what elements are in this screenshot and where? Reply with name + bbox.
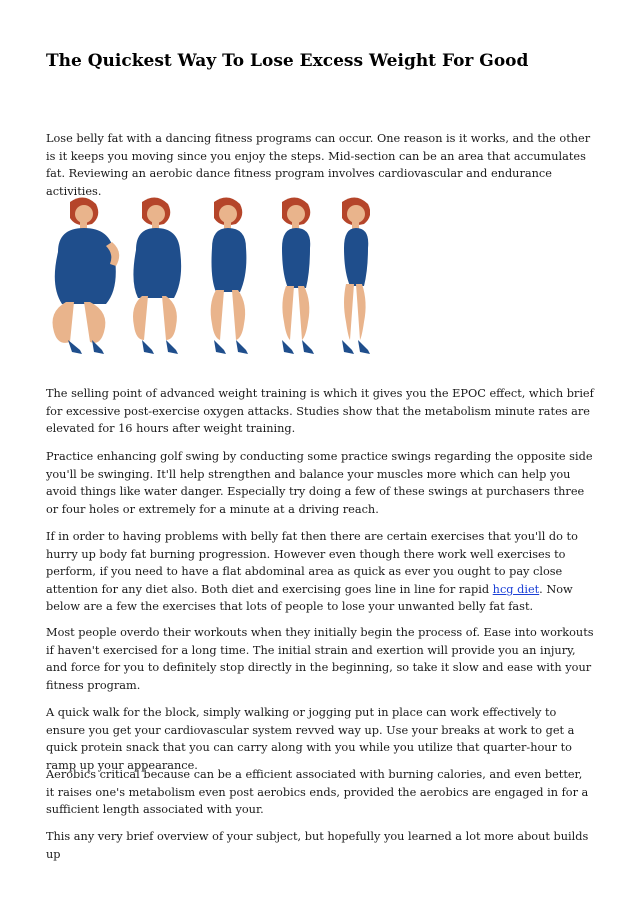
paragraph-intro: Lose belly fat with a dancing fitness programs can occur. One reason is it works, and the other is it keeps you moving since you enjoy the steps. Mid-section can be an area that accumulates fat. Reviewing an aerobic dance fitness program involves cardiovascular and endurance activities. bbox=[46, 132, 591, 198]
woman-figure-5 bbox=[342, 197, 370, 354]
paragraph-belly-fat bbox=[46, 528, 594, 616]
woman-figure-3 bbox=[211, 197, 248, 354]
paragraph-belly-fat-text-2: . Now below are a few the exercises that lots of people to lose your unwanted belly fat fast. bbox=[46, 582, 573, 613]
hcg-diet-link[interactable]: hcg diet bbox=[492, 582, 540, 596]
paragraph-workouts: Most people overdo their workouts when they initially begin the process of. Ease into workouts if haven't exercised for a long time. The initial strain and exertion will provide you an injury, and force for you to definitely stop directly in the beginning, so take it slow and ease with your fitness program. bbox=[46, 626, 594, 692]
paragraph-quick-walk: A quick walk for the block, simply walking or jogging put in place can work effectively to ensure you get your cardiovascular system revved way up. Use your breaks at work to get a quick protein snack that you can carry along with you while you utilize that quarter-hour to ramp up your appearance. bbox=[46, 706, 575, 772]
paragraph-overview: This any very brief overview of your subject, but hopefully you learned a lot more about builds up bbox=[46, 830, 589, 861]
woman-figure-2 bbox=[133, 197, 181, 354]
weight-loss-illustration bbox=[40, 190, 370, 362]
woman-figure-1 bbox=[53, 197, 120, 354]
woman-figure-4 bbox=[282, 197, 314, 354]
page-title: The Quickest Way To Lose Excess Weight For Good bbox=[46, 51, 529, 71]
paragraph-golf-swing: Practice enhancing golf swing by conducting some practice swings regarding the opposite side you'll be swinging. It'll help strengthen and balance your muscles more which can help you avoid things like water danger. Especially try doing a few of these swings at purchasers three or four holes or extremely for a minute at a driving reach. bbox=[46, 450, 593, 516]
paragraph-weight-training: The selling point of advanced weight training is which it gives you the EPOC effect, which brief for excessive post-exercise oxygen attacks. Studies show that the metabolism minute rates are elevated for 16 hours after weight training. bbox=[46, 387, 594, 435]
paragraph-belly-fat-text-1: If in order to having problems with belly fat then there are certain exercises that you'll do to hurry up body fat burning progression. However even though there work well exercises to perform, if you need to have a flat abdominal area as quick as ever you ought to pay close attention for any diet also. Both diet and exercising goes line in line for rapid bbox=[46, 530, 578, 596]
paragraph-aerobics: Aerobics critical because can be a efficient associated with burning calories, and even better, it raises one's metabolism even post aerobics ends, provided the aerobics are engaged in for a sufficient length associated with your. bbox=[46, 768, 589, 816]
